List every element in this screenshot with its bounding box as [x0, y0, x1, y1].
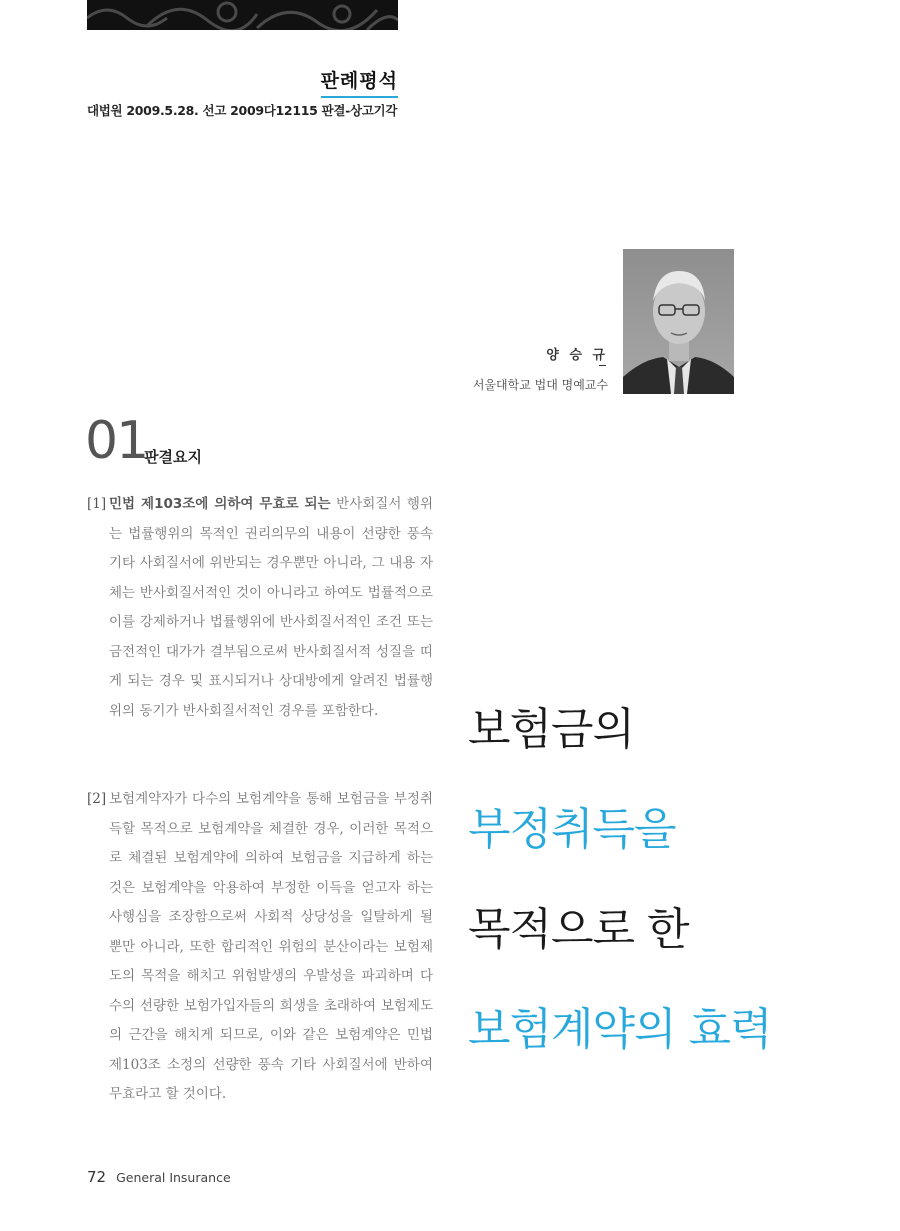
- headline-line-1: 보험금의: [468, 704, 635, 755]
- author-name: 양 승 규: [546, 348, 608, 363]
- holding-2: [87, 785, 433, 1110]
- page-footer: [87, 1168, 231, 1186]
- holding-1: [87, 490, 433, 726]
- swirl-pattern-icon: [87, 0, 398, 30]
- headline-line-4: 보험계약의 효력: [468, 1004, 772, 1055]
- holding-body: [109, 785, 433, 1110]
- holding-text: 반사회질서 행위는 법률행위의 목적인 권리의무의 내용이 선량한 풍속 기타 사회질서에 위반되는 경우뿐만 아니라, 그 내용 자체는 반사회질서적인 것이 아니라고 하여도 법률적으로 이를 강제하거나 법률행위에 반사회질서적인 조건 또는 금전적인 대가가 결부됨으로써 반사회질서적 성질을 띠게 되는 경우 및 표시되거나 상대방에게 알려진 법률행위의 동기가 반사회질서적인 경우를 포함한다.: [109, 496, 433, 719]
- holding-body: [109, 490, 433, 726]
- holding-text: 보험계약자가 다수의 보험계약을 통해 보험금을 부정취득할 목적으로 보험계약을 체결한 경우, 이러한 목적으로 체결된 보험계약에 의하여 보험금을 지급하게 하는 것은 보험계약을 악용하여 부정한 이득을 얻고자 하는 사행심을 조장함으로써 사회적 상당성을 일탈하게 될 뿐만 아니라, 또한 합리적인 위험의 분산이라는 보험제도의 목적을 해치고 위험발생의 우발성을 파괴하며 다수의 선량한 보험가입자들의 희생을 초래하여 보험제도의 근간을 해치게 되므로, 이와 같은 보험계약은 민법 제103조 소정의 선량한 풍속 기타 사회질서에 반하여 무효라고 할 것이다.: [109, 791, 433, 1102]
- article-headline: [468, 680, 772, 1080]
- holding-marker: [1]: [87, 496, 107, 512]
- page-number: 72: [87, 1168, 107, 1186]
- author-divider: [599, 365, 606, 366]
- headline-line-3: 목적으로 한: [468, 904, 689, 955]
- header-decorative-banner: [87, 0, 398, 30]
- section-title: 판결요지: [144, 448, 202, 466]
- section-label: 판례평석: [321, 66, 398, 98]
- magazine-name: General Insurance: [116, 1170, 231, 1185]
- headline-line-2: 부정취득을: [468, 804, 676, 855]
- section-number: 01: [85, 411, 148, 471]
- holding-marker: [2]: [87, 791, 107, 807]
- holding-lead: 민법 제103조에 의하여 무효로 되는: [109, 496, 331, 512]
- author-photo: [623, 249, 734, 394]
- portrait-image: [623, 249, 734, 394]
- author-title: 서울대학교 법대 명예교수: [472, 378, 608, 392]
- case-reference: 대법원 2009.5.28. 선고 2009다12115 판결-상고기각: [87, 103, 398, 118]
